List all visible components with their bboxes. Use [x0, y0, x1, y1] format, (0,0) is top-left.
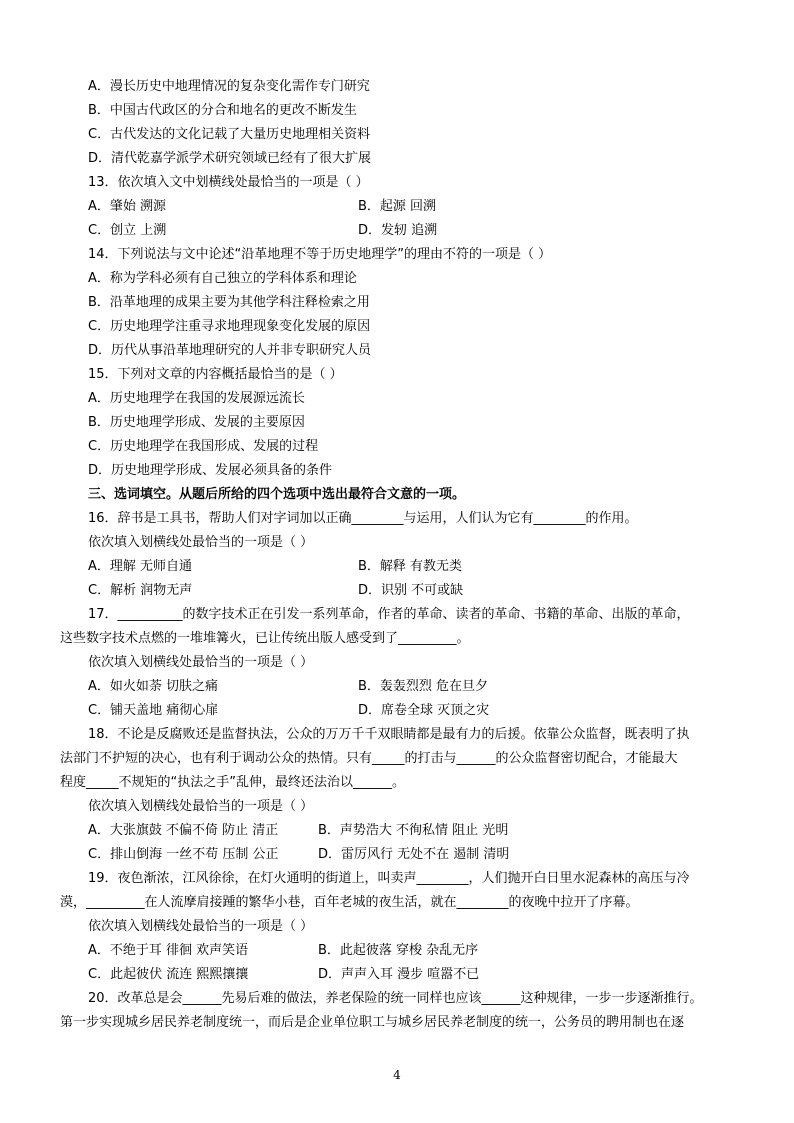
option-text: D．席卷全球 灭顶之灾	[358, 703, 490, 718]
option-text: B．轰轰烈烈 危在旦夕	[358, 679, 489, 694]
line-text: A．称为学科必须有自己独立的学科体系和理论	[88, 271, 357, 286]
line-text: 依次填入划横线处最恰当的一项是（ ）	[88, 799, 314, 814]
line-text: A．漫长历史中地理情况的复杂变化需作专门研究	[88, 79, 370, 94]
text-line	[88, 102, 357, 120]
text-line	[88, 942, 479, 960]
text-line	[88, 342, 371, 360]
line-text: 13．依次填入文中划横线处最恰当的一项是（ ）	[88, 175, 369, 190]
line-text: 14．下列说法与文中论述“沿革地理不等于历史地理学”的理由不符的一项是（ ）	[88, 247, 552, 262]
text-line	[88, 174, 369, 192]
line-text: 这些数字技术点燃的一堆堆篝火，已让传统出版人感受到了_________。	[60, 631, 470, 646]
line-text: 依次填入划横线处最恰当的一项是（ ）	[88, 655, 314, 670]
line-text: B．中国古代政区的分合和地名的更改不断发生	[88, 103, 357, 118]
text-line	[88, 294, 370, 312]
line-text: C．解析 润物无声	[88, 583, 193, 598]
text-line	[88, 270, 357, 288]
text-line	[88, 246, 551, 264]
text-line	[88, 222, 438, 240]
text-line	[88, 558, 463, 576]
text-line	[88, 822, 509, 840]
line-text: A．不绝于耳 徘徊 欢声笑语	[88, 943, 249, 958]
line-text: 依次填入划横线处最恰当的一项是（ ）	[88, 919, 314, 934]
text-line	[88, 678, 489, 696]
text-line	[88, 846, 510, 864]
option-text: B．此起彼落 穿梭 杂乱无序	[318, 943, 479, 958]
line-text: 19．夜色渐浓，江风徐徐，在灯火通明的街道上，叫卖声________，人们抛开白日里水泥森林的高压与冷	[88, 871, 690, 886]
line-text: B．历史地理学形成、发展的主要原因	[88, 415, 305, 430]
text-line	[60, 750, 678, 768]
line-text: C．历史地理学注重寻求地理现象变化发展的原因	[88, 319, 371, 334]
page-number: 4	[393, 1068, 401, 1082]
line-text: 17．__________的数字技术正在引发一系列革命，作者的革命、读者的革命、书籍的革命、出版的革命，	[88, 607, 690, 622]
text-line	[88, 126, 370, 144]
text-line	[88, 414, 305, 432]
text-line	[88, 150, 371, 168]
line-text: C．历史地理学在我国形成、发展的过程	[88, 439, 319, 454]
line-text: 程度_____不规矩的“执法之手”乱伸，最终还法治以______。	[60, 775, 405, 790]
line-text: 三、选词填空。从题后所给的四个选项中选出最符合文意的一项。	[88, 487, 466, 502]
text-line	[88, 318, 370, 336]
text-line	[88, 654, 313, 672]
option-text: D．发轫 追溯	[358, 223, 438, 238]
text-line	[88, 702, 490, 720]
text-line	[88, 606, 690, 624]
text-line	[60, 774, 405, 792]
text-line	[88, 798, 313, 816]
line-text: B．沿革地理的成果主要为其他学科注释检索之用	[88, 295, 370, 310]
text-line	[88, 486, 465, 504]
line-text: 18．不论是反腐败还是监督执法，公众的万万千千双眼睛都是最有力的后援。依靠公众监督，既表明了执	[88, 727, 690, 742]
option-text: D．声声入耳 漫步 喧嚣不已	[318, 967, 480, 982]
line-text: A．肇始 溯源	[88, 199, 167, 214]
option-text: B．声势浩大 不徇私情 阻止 光明	[318, 823, 509, 838]
text-line	[88, 990, 703, 1008]
option-text: B．起源 回溯	[358, 199, 437, 214]
line-text: C．排山倒海 一丝不苟 压制 公正	[88, 847, 279, 862]
option-text: D．雷厉风行 无处不在 遏制 清明	[318, 847, 510, 862]
text-line	[88, 366, 343, 384]
line-text: D．历代从事沿革地理研究的人并非专职研究人员	[88, 343, 372, 358]
text-line	[88, 918, 313, 936]
text-line	[88, 462, 332, 480]
option-text: B．解释 有教无类	[358, 559, 463, 574]
text-line	[88, 78, 370, 96]
line-text: D．历史地理学形成、发展必须具备的条件	[88, 463, 333, 478]
line-text: D．清代乾嘉学派学术研究领域已经有了很大扩展	[88, 151, 372, 166]
line-text: 依次填入划横线处最恰当的一项是（ ）	[88, 535, 314, 550]
line-text: 第一步实现城乡居民养老制度统一，而后是企业单位职工与城乡居民养老制度的统一，公务员的聘用制也在逐	[60, 1015, 685, 1030]
text-line	[88, 438, 318, 456]
line-text: A．如火如荼 切肤之痛	[88, 679, 219, 694]
text-line	[60, 1014, 684, 1032]
line-text: C．铺天盖地 痛彻心扉	[88, 703, 219, 718]
line-text: C．古代发达的文化记载了大量历史地理相关资料	[88, 127, 371, 142]
line-text: 15．下列对文章的内容概括最恰当的是（ ）	[88, 367, 343, 382]
text-line	[88, 510, 638, 528]
text-line	[88, 198, 437, 216]
line-text: 法部门不护短的决心，也有利于调动公众的热情。只有_____的打击与______的公众监督密切配合，才能最大	[60, 751, 678, 766]
text-line	[60, 894, 639, 912]
option-text: D．识别 不可或缺	[358, 583, 464, 598]
line-text: 16．辞书是工具书，帮助人们对字词加以正确________与运用，人们认为它有________的作用。	[88, 511, 638, 526]
text-line	[60, 630, 470, 648]
text-line	[88, 390, 305, 408]
line-text: A．理解 无师自通	[88, 559, 193, 574]
line-text: 20．改革总是会______先易后难的做法，养老保险的统一同样也应该______这种规律，一步一步逐渐推行。	[88, 991, 703, 1006]
line-text: A．大张旗鼓 不偏不倚 防止 清正	[88, 823, 279, 838]
text-line	[88, 726, 690, 744]
line-text: A．历史地理学在我国的发展源远流长	[88, 391, 305, 406]
text-line	[88, 966, 480, 984]
text-line	[88, 582, 464, 600]
line-text: 漠，_________在人流摩肩接踵的繁华小巷，百年老城的夜生活，就在________的夜晚中拉开了序幕。	[60, 895, 639, 910]
line-text: C．此起彼伏 流连 熙熙攘攘	[88, 967, 249, 982]
text-line	[88, 870, 690, 888]
line-text: C．创立 上溯	[88, 223, 167, 238]
text-line	[88, 534, 313, 552]
